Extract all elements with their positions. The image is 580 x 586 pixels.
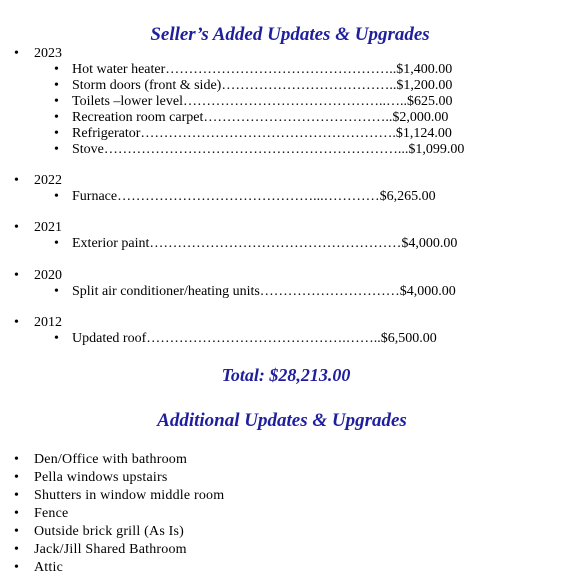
item-text: Refrigerator……………………………………………….$1,124.00 xyxy=(72,126,452,141)
item-text: Outside brick grill (As Is) xyxy=(34,524,185,539)
item-text: Updated roof…………………………………….……..$6,500.00 xyxy=(72,331,437,346)
year-label: 2020 xyxy=(34,268,62,283)
year-label: 2012 xyxy=(34,315,62,330)
page-title: Seller’s Added Updates & Upgrades xyxy=(150,24,430,45)
year-label: 2023 xyxy=(34,46,62,61)
item-text: Stove………………………………………………………...$1,099.00 xyxy=(72,142,465,157)
item-text: Jack/Jill Shared Bathroom xyxy=(34,542,187,557)
year-label: 2022 xyxy=(34,173,62,188)
total-amount: Total: $28,213.00 xyxy=(221,365,351,385)
item-text: Split air conditioner/heating units…………………………$4,000.00 xyxy=(72,284,456,299)
item-text: Pella windows upstairs xyxy=(34,470,168,485)
item-text: Fence xyxy=(34,506,69,521)
item-text: Attic xyxy=(34,560,63,575)
item-text: Hot water heater…………………………………………..$1,400.00 xyxy=(72,62,453,77)
item-text: Den/Office with bathroom xyxy=(34,452,188,467)
item-text: Storm doors (front & side)………………………………..$1,200.00 xyxy=(72,78,453,93)
item-text: Shutters in window middle room xyxy=(34,488,225,503)
item-text: Toilets –lower level……………………………………..…..$625.00 xyxy=(72,94,453,109)
item-text: Furnace……………………………………...…………$6,265.00 xyxy=(72,189,436,204)
item-text: Recreation room carpet…………………………………..$2,000.00 xyxy=(72,110,449,125)
item-text: Exterior paint………………………………………………$4,000.00 xyxy=(72,236,458,251)
year-label: 2021 xyxy=(34,220,62,235)
additional-heading: Additional Updates & Upgrades xyxy=(157,410,407,431)
